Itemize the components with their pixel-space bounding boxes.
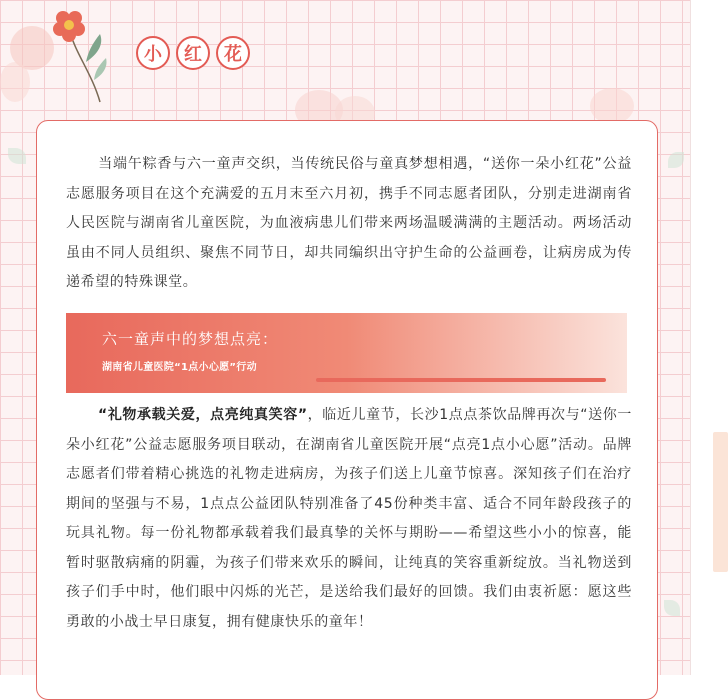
section-subtitle: 湖南省儿童医院“1点小心愿”行动 — [102, 362, 257, 373]
intro-paragraph — [66, 150, 632, 298]
flower-icon — [48, 4, 108, 104]
page-margin — [690, 0, 728, 675]
banner-underline — [316, 378, 606, 382]
lead-text: “礼物承载关爱，点亮纯真笑容” — [98, 407, 308, 423]
title-char: 花 — [216, 36, 250, 70]
side-tab — [713, 432, 728, 572]
intro-text: 当端午粽香与六一童声交织，当传统民俗与童真梦想相遇，“送你一朵小红花”公益志愿服务项目在这个充满爱的五月末至六月初，携手不同志愿者团队，分别走进湖南省人民医院与湖南省儿童医院，为血液病患儿们带来两场温暖满满的主题活动。两场活动虽由不同人员组织、聚焦不同节日，却共同编织出守护生命的公益画卷，让病房成为传递希望的特殊课堂。 — [66, 156, 632, 290]
leaf-decoration — [8, 148, 26, 164]
title-char: 红 — [176, 36, 210, 70]
body-text: ，临近儿童节，长沙1点点茶饮品牌再次与“送你一朵小红花”公益志愿服务项目联动，在湖南省儿童医院开展“点亮1点小心愿”活动。品牌志愿者们带着精心挑选的礼物走进病房，为孩子们送上儿童节惊喜。深知孩子们在治疗期间的坚强与不易，1点点公益团队特别准备了45份种类丰富、适合不同年龄段孩子的玩具礼物。每一份礼物都承载着我们最真挚的关怀与期盼——希望这些小小的惊喜，能暂时驱散病痛的阴霾，为孩子们带来欢乐的瞬间，让纯真的笑容重新绽放。当礼物送到孩子们手中时，他们眼中闪烁的光芒，是送给我们最好的回馈。我们由衷祈愿：愿这些勇敢的小战士早日康复，拥有健康快乐的童年！ — [66, 407, 632, 630]
title-char: 小 — [136, 36, 170, 70]
body-paragraph — [66, 401, 632, 637]
section-title: 六一童声中的梦想点亮： — [102, 330, 279, 348]
section-banner — [66, 313, 627, 393]
petal-decoration — [0, 62, 30, 102]
leaf-decoration — [664, 600, 680, 616]
petal-decoration — [590, 88, 634, 124]
page-title — [136, 36, 250, 70]
